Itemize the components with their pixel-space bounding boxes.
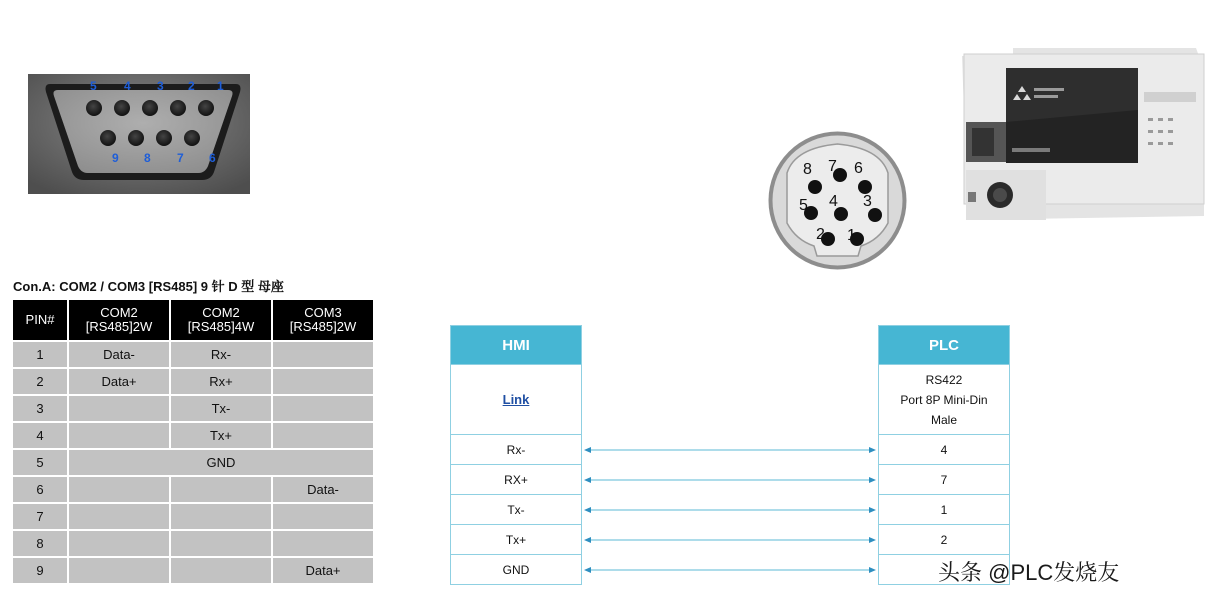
signal-cell <box>273 531 373 556</box>
db9-pin-label: 6 <box>209 151 216 165</box>
pin-assignment-table <box>11 298 375 585</box>
plc-pin-row: 2 <box>878 525 1010 555</box>
signal-cell <box>69 558 169 583</box>
din-pin-label: 6 <box>854 160 863 177</box>
db9-pin-label: 4 <box>124 79 131 93</box>
plc-column <box>878 325 1010 585</box>
din-pin <box>808 180 822 194</box>
signal-cell: Data+ <box>273 558 373 583</box>
signal-cell <box>171 477 271 502</box>
db9-pin-hole <box>100 130 116 146</box>
table-row <box>13 369 373 394</box>
hmi-header: HMI <box>450 325 582 365</box>
db9-pin-label: 7 <box>177 151 184 165</box>
pin-number-cell: 2 <box>13 369 67 394</box>
signal-cell: Tx- <box>171 396 271 421</box>
wire-connection <box>584 447 876 453</box>
hmi-column <box>450 325 582 585</box>
table-row <box>13 342 373 367</box>
table-row <box>13 504 373 529</box>
hmi-signal-row: Tx- <box>450 495 582 525</box>
din-pin-label: 5 <box>799 197 808 214</box>
arrow-right-icon <box>869 567 876 573</box>
signal-cell <box>171 504 271 529</box>
pin-number-cell: 3 <box>13 396 67 421</box>
arrow-right-icon <box>869 507 876 513</box>
signal-cell <box>273 369 373 394</box>
din-pin <box>858 180 872 194</box>
pin-number-cell: 8 <box>13 531 67 556</box>
plc-pin-row: 1 <box>878 495 1010 525</box>
arrow-left-icon <box>584 567 591 573</box>
header-pin: PIN# <box>13 300 67 340</box>
signal-cell <box>273 504 373 529</box>
hmi-signal-row: Tx+ <box>450 525 582 555</box>
wiring-connections <box>582 435 878 585</box>
table-row <box>13 450 373 475</box>
signal-cell <box>69 531 169 556</box>
hmi-link-cell <box>450 365 582 435</box>
arrow-right-icon <box>869 447 876 453</box>
signal-cell <box>171 531 271 556</box>
plc-device-photo <box>958 40 1213 222</box>
wire-connection <box>584 477 876 483</box>
pin-table-title: Con.A: COM2 / COM3 [RS485] 9 针 D 型 母座 <box>13 279 284 294</box>
din-pin-label: 4 <box>829 193 838 210</box>
db9-pin-label: 5 <box>90 79 97 93</box>
hmi-signal-row: RX+ <box>450 465 582 495</box>
pin-number-cell: 4 <box>13 423 67 448</box>
db9-pin-hole <box>170 100 186 116</box>
signal-cell <box>69 396 169 421</box>
mini-din-8p-connector <box>765 128 910 273</box>
signal-cell: Rx+ <box>171 369 271 394</box>
plc-desc-line: Port 8P Mini-Din <box>900 392 988 407</box>
plc-pin-row: 4 <box>878 435 1010 465</box>
signal-cell: Data- <box>69 342 169 367</box>
table-row <box>13 477 373 502</box>
db9-pin-hole <box>156 130 172 146</box>
plc-desc-line: Male <box>930 412 957 427</box>
signal-cell: Rx- <box>171 342 271 367</box>
signal-cell <box>273 396 373 421</box>
db9-pin-label: 2 <box>188 79 195 93</box>
signal-cell: Data- <box>273 477 373 502</box>
plc-pin-row: 7 <box>878 465 1010 495</box>
db9-connector-photo <box>28 74 250 194</box>
arrow-left-icon <box>584 537 591 543</box>
pin-number-cell: 1 <box>13 342 67 367</box>
plc-header: PLC <box>878 325 1010 365</box>
table-row <box>13 558 373 583</box>
table-row <box>13 423 373 448</box>
din-pin-label: 8 <box>803 161 812 178</box>
db9-pin-hole <box>184 130 200 146</box>
db9-pin-hole <box>198 100 214 116</box>
din-pin-label: 7 <box>828 158 837 175</box>
table-row <box>13 396 373 421</box>
header-com2-2w: COM2 [RS485]2W <box>69 300 169 340</box>
header-com3-2w: COM3 [RS485]2W <box>273 300 373 340</box>
signal-cell: GND <box>69 450 373 475</box>
watermark: 头条 @PLC发烧友 <box>938 560 1120 585</box>
signal-cell <box>69 423 169 448</box>
arrow-left-icon <box>584 477 591 483</box>
link-label[interactable]: Link <box>502 391 530 407</box>
arrow-right-icon <box>869 477 876 483</box>
header-com2-4w: COM2 [RS485]4W <box>171 300 271 340</box>
plc-port-description <box>878 365 1010 435</box>
din-pin-label: 2 <box>816 226 825 243</box>
signal-cell: Data+ <box>69 369 169 394</box>
wire-connection <box>584 507 876 513</box>
arrow-left-icon <box>584 447 591 453</box>
db9-pin-hole <box>114 100 130 116</box>
db9-pin-hole <box>86 100 102 116</box>
plc-desc-line: RS422 <box>925 372 963 387</box>
table-row <box>13 531 373 556</box>
signal-cell <box>69 504 169 529</box>
db9-pin-label: 9 <box>112 151 119 165</box>
signal-cell <box>273 342 373 367</box>
pin-table-header-row <box>13 300 373 340</box>
db9-pin-hole <box>128 130 144 146</box>
db9-pin-label: 1 <box>217 79 224 93</box>
wire-connection <box>584 567 876 573</box>
db9-pin-label: 8 <box>144 151 151 165</box>
signal-cell <box>171 558 271 583</box>
pin-number-cell: 7 <box>13 504 67 529</box>
din-pin <box>868 208 882 222</box>
db9-pin-label: 3 <box>157 79 164 93</box>
pin-number-cell: 9 <box>13 558 67 583</box>
arrow-left-icon <box>584 507 591 513</box>
wire-connection <box>584 537 876 543</box>
din-pin-label: 1 <box>847 227 856 244</box>
pin-number-cell: 6 <box>13 477 67 502</box>
arrow-right-icon <box>869 537 876 543</box>
db9-pin-hole <box>142 100 158 116</box>
din-pin-label: 3 <box>863 193 872 210</box>
pin-number-cell: 5 <box>13 450 67 475</box>
hmi-signal-row: GND <box>450 555 582 585</box>
signal-cell: Tx+ <box>171 423 271 448</box>
signal-cell <box>69 477 169 502</box>
signal-cell <box>273 423 373 448</box>
hmi-signal-row: Rx- <box>450 435 582 465</box>
